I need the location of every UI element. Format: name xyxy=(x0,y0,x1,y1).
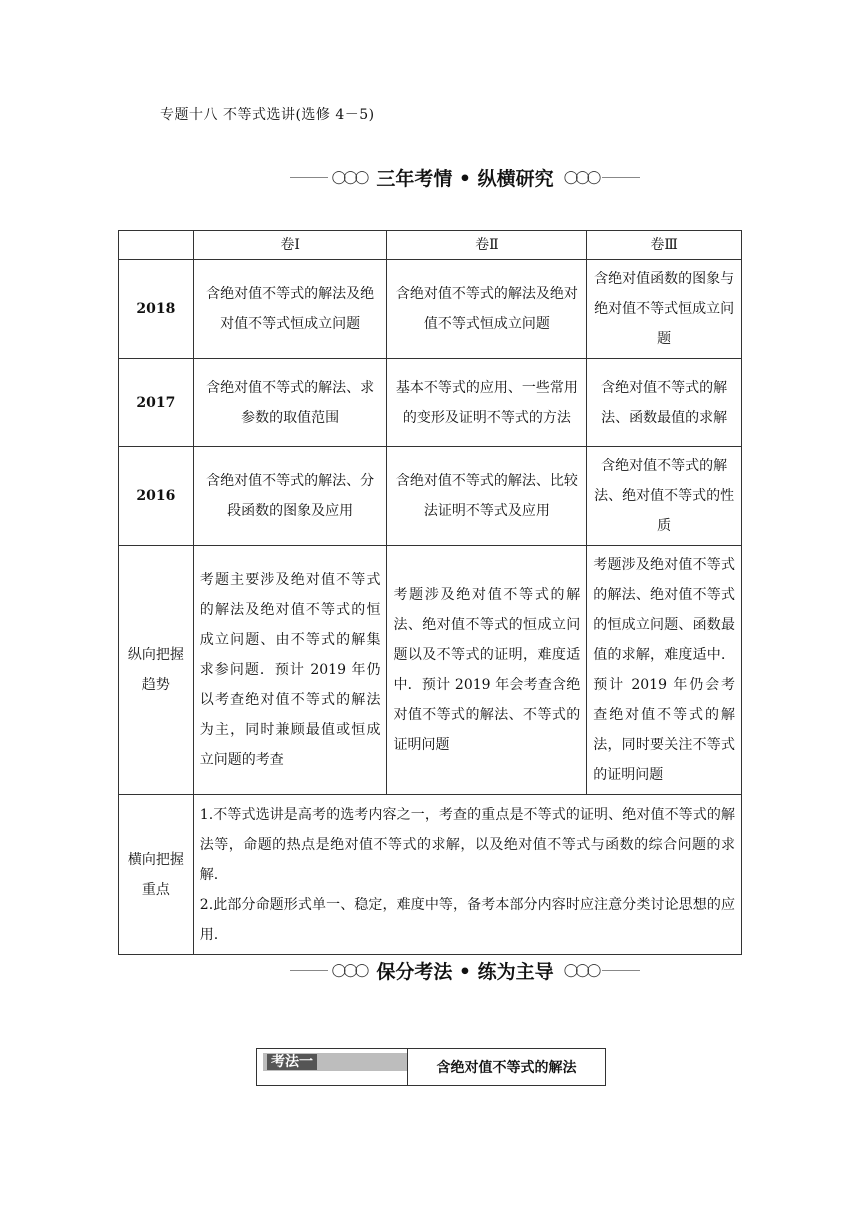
section-banner-1 xyxy=(290,162,640,192)
banner-line-right xyxy=(602,177,640,178)
table-cell: 考题主要涉及绝对值不等式的解法及绝对值不等式的恒成立问题、由不等式的解集求参问题．预计 2019 年仍以考查绝对值不等式的解法为主，同时兼顾最值或恒成立问题的考查 xyxy=(193,546,387,795)
table-cell: 含绝对值不等式的解法及绝对值不等式恒成立问题 xyxy=(193,260,387,359)
paragraph: 2.此部分命题形式单一、稳定，难度中等，备考本部分内容时应注意分类讨论思想的应用. xyxy=(199,896,735,943)
method-label-area xyxy=(257,1049,408,1085)
section-title-2: 保分考法 • 练为主导 xyxy=(376,960,554,983)
ornament-icon: ◯◯◯ xyxy=(563,169,599,185)
table-row xyxy=(119,447,742,546)
table-cell: 含绝对值不等式的解法、比较法证明不等式及应用 xyxy=(387,447,587,546)
ornament-icon: ◯◯◯ xyxy=(563,962,599,978)
row-label: 2017 xyxy=(119,359,194,447)
table-cell: 考题涉及绝对值不等式的解法、绝对值不等式的恒成立问题、函数最值的求解，难度适中．预计 2019 年仍会考查绝对值不等式的解法，同时要关注不等式的证明问题 xyxy=(587,546,742,795)
row-label: 2018 xyxy=(119,260,194,359)
header-vol-1: 卷Ⅰ xyxy=(193,231,387,260)
table-row xyxy=(119,260,742,359)
table-cell: 考题涉及绝对值不等式的解法、绝对值不等式的恒成立问题以及不等式的证明，难度适中．预计 2019 年会考查含绝对值不等式的解法、不等式的证明问题 xyxy=(387,546,587,795)
table-cell-wide xyxy=(193,795,741,955)
ornament-icon: ◯◯◯ xyxy=(331,169,367,185)
page-header: 专题十八 不等式选讲(选修 4－5) xyxy=(160,107,375,123)
method-box xyxy=(256,1048,606,1086)
table-cell: 基本不等式的应用、一些常用的变形及证明不等式的方法 xyxy=(387,359,587,447)
table-row xyxy=(119,795,742,955)
exam-analysis-table xyxy=(118,230,742,955)
table-cell: 含绝对值不等式的解法、函数最值的求解 xyxy=(587,359,742,447)
table-row xyxy=(119,546,742,795)
ornament-icon: ◯◯◯ xyxy=(331,962,367,978)
banner-line-left xyxy=(290,970,328,971)
banner-line-right xyxy=(602,970,640,971)
section-banner-2 xyxy=(290,955,640,985)
table-row xyxy=(119,359,742,447)
table-cell: 含绝对值不等式的解法、分段函数的图象及应用 xyxy=(193,447,387,546)
method-tag xyxy=(263,1053,407,1071)
header-vol-3: 卷Ⅲ xyxy=(587,231,742,260)
table-cell: 含绝对值不等式的解法、求参数的取值范围 xyxy=(193,359,387,447)
row-label: 纵向把握趋势 xyxy=(119,546,194,795)
table-cell: 含绝对值函数的图象与绝对值不等式恒成立问题 xyxy=(587,260,742,359)
method-title: 含绝对值不等式的解法 xyxy=(436,1060,577,1076)
banner-line-left xyxy=(290,177,328,178)
section-title-1: 三年考情 • 纵横研究 xyxy=(376,167,554,190)
table-cell: 含绝对值不等式的解法、绝对值不等式的性质 xyxy=(587,447,742,546)
row-label: 横向把握重点 xyxy=(119,795,194,955)
method-label: 考法一 xyxy=(267,1054,317,1070)
row-label: 2016 xyxy=(119,447,194,546)
header-vol-2: 卷Ⅱ xyxy=(387,231,587,260)
table-header-row xyxy=(119,231,742,260)
paragraph: 1.不等式选讲是高考的选考内容之一，考查的重点是不等式的证明、绝对值不等式的解法等，命题的热点是绝对值不等式的求解，以及绝对值不等式与函数的综合问题的求解. xyxy=(199,806,735,883)
table-cell: 含绝对值不等式的解法及绝对值不等式恒成立问题 xyxy=(387,260,587,359)
header-empty xyxy=(119,231,194,260)
